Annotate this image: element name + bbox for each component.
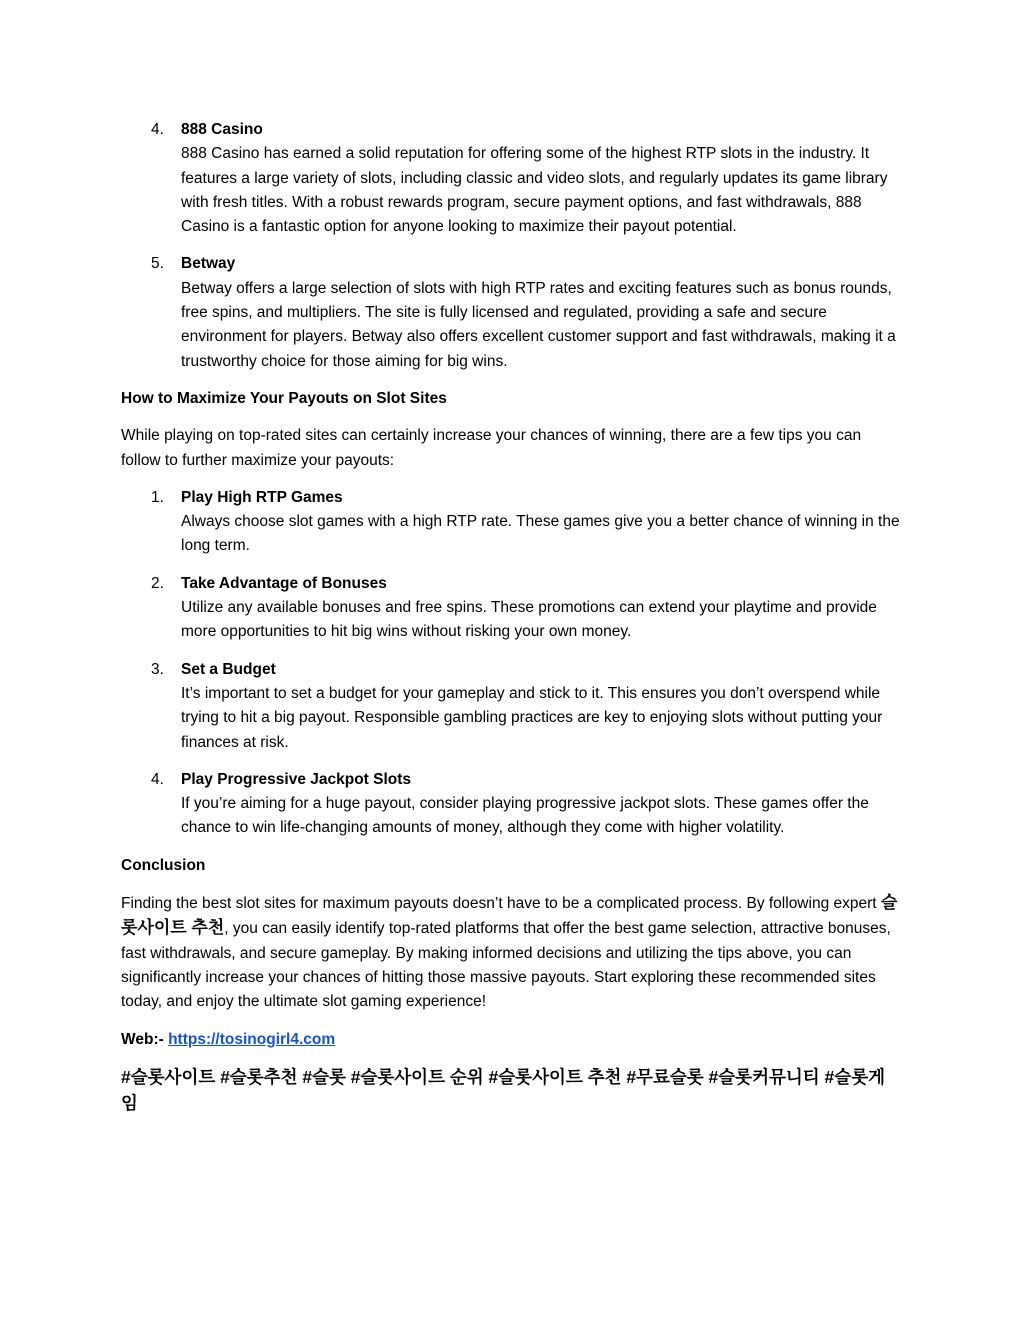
conclusion-keyword: 슬롯사이트 추천 (121, 893, 898, 938)
conclusion-heading: Conclusion (121, 856, 206, 874)
document-page (121, 118, 901, 1116)
list-item-body: Utilize any available bonuses and free spins. These promotions can extend your playtime and provide more opportunities to hit big wins without risking your own money. (181, 599, 877, 641)
list-number: 3. (151, 660, 164, 678)
conclusion-text-start: Finding the best slot sites for maximum payouts doesn’t have to be a complicated process. By following expert (121, 895, 881, 913)
list-item-body: Always choose slot games with a high RTP rate. These games give you a better chance of winning in the long term. (181, 513, 900, 555)
list-item-body: It’s important to set a budget for your gameplay and stick to it. This ensures you don’t overspend while trying to hit a big payout. Responsible gambling practices are key to enjoying slots without putting your finances at risk. (181, 684, 883, 751)
list-item-title: Set a Budget (181, 660, 276, 678)
list-item-title: Play Progressive Jackpot Slots (181, 770, 412, 788)
list-item (121, 252, 901, 373)
list-item-title: Play High RTP Games (181, 488, 343, 506)
hashtags: #슬롯사이트 #슬롯추천 #슬롯 #슬롯사이트 순위 #슬롯사이트 추천 #무료슬롯 #슬롯커뮤니티 #슬롯게임 (121, 1066, 886, 1113)
list-item (121, 658, 901, 755)
list-number: 5. (151, 255, 164, 273)
list-item (121, 118, 901, 239)
web-line (121, 1028, 901, 1052)
list-item (121, 486, 901, 559)
list-number: 1. (151, 488, 164, 506)
web-label: Web:- (121, 1030, 169, 1048)
conclusion-paragraph (121, 891, 901, 1014)
conclusion-text-end: , you can easily identify top-rated platforms that offer the best game selection, attractive bonuses, fast withdrawals, and secure gameplay. By making informed decisions and utilizing the tips above, you can significantly increase your chances of hitting those massive payouts. Start exploring these recommended sites today, and enjoy the ultimate slot gaming experience! (121, 920, 891, 1011)
list-number: 4. (151, 121, 164, 138)
section-intro: While playing on top-rated sites can certainly increase your chances of winning, there are a few tips you can follow to further maximize your payouts: (121, 427, 862, 469)
list-item-body: If you’re aiming for a huge payout, consider playing progressive jackpot slots. These games offer the chance to win life-changing amounts of money, although they come with higher volatility. (181, 795, 869, 837)
list-item-title: Take Advantage of Bonuses (181, 574, 387, 592)
section-heading: How to Maximize Your Payouts on Slot Sites (121, 389, 447, 407)
list-number: 2. (151, 574, 164, 592)
list-item-title: 888 Casino (181, 121, 263, 138)
list-item (121, 572, 901, 645)
list-number: 4. (151, 770, 164, 788)
list-item-body: 888 Casino has earned a solid reputation for offering some of the highest RTP slots in the industry. It features a large variety of slots, including classic and video slots, and regularly updates its game library with fresh titles. With a robust rewards program, secure payment options, and fast withdrawals, 888 Casino is a fantastic option for anyone looking to maximize their payout potential. (181, 145, 888, 236)
list-item-body: Betway offers a large selection of slots with high RTP rates and exciting features such as bonus rounds, free spins, and multipliers. The site is fully licensed and regulated, providing a safe and secure environment for players. Betway also offers excellent customer support and fast withdrawals, making it a trustworthy choice for those aiming for big wins. (181, 279, 896, 370)
list-item (121, 768, 901, 841)
website-link[interactable]: https://tosinogirl4.com (168, 1030, 336, 1048)
list-item-title: Betway (181, 255, 236, 273)
